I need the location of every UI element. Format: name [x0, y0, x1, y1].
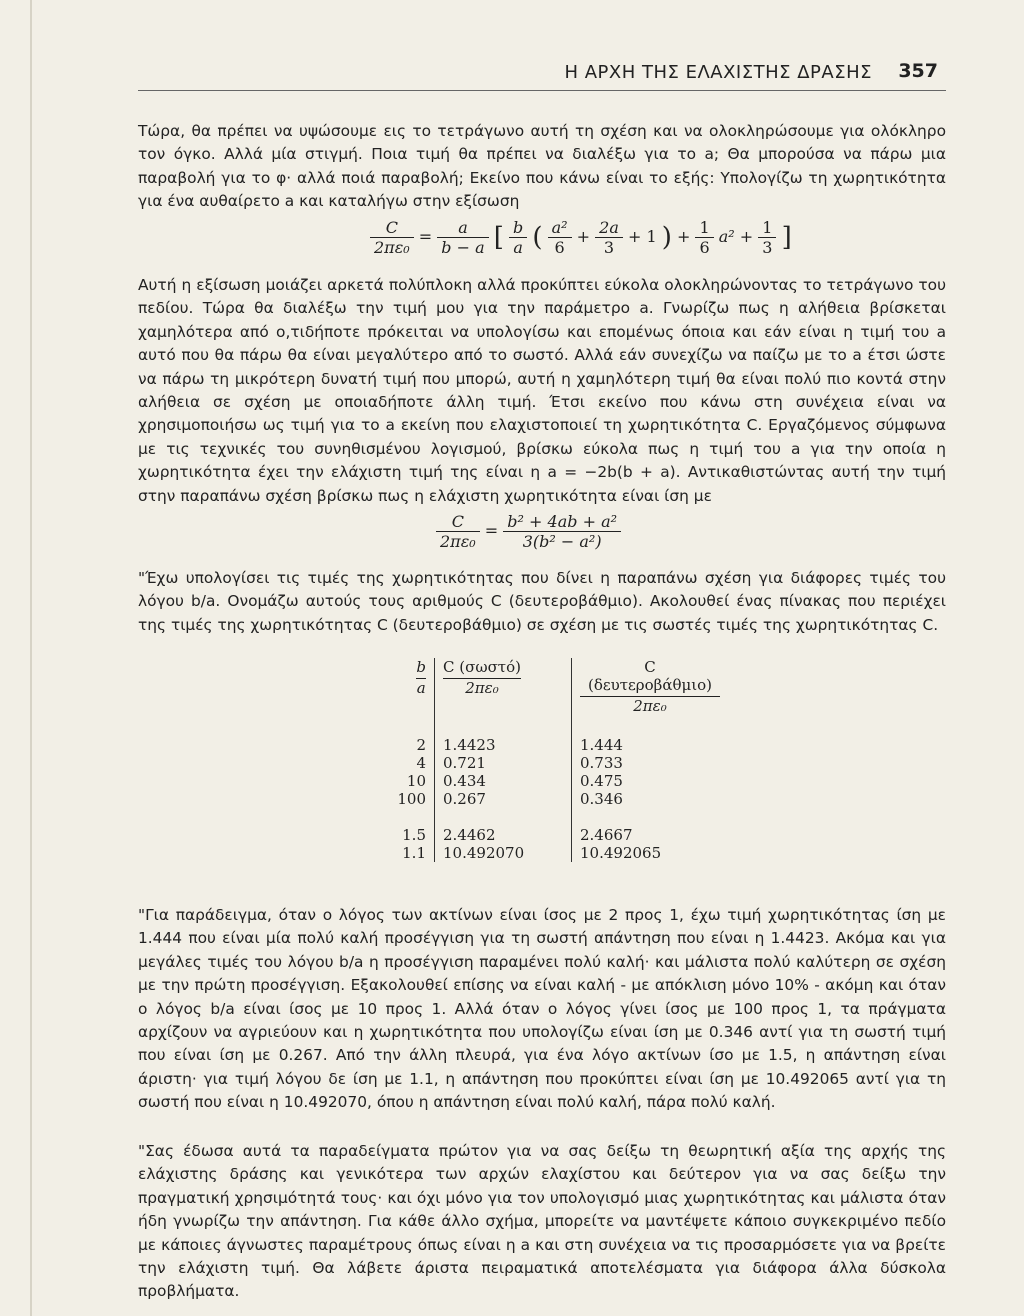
f4-den: 3: [603, 238, 615, 257]
fraction-2a-over-3: [595, 218, 623, 257]
f2-num: b: [509, 218, 527, 238]
fraction-1-over-6: [695, 218, 713, 257]
f3-den: 6: [554, 238, 565, 257]
cell-ratio: 10: [366, 772, 435, 790]
spacer: [435, 808, 572, 826]
f3-num: a²: [548, 218, 572, 238]
plus-sign: +: [739, 227, 754, 246]
cell-ratio: 1.1: [366, 844, 435, 862]
table-row: [366, 826, 728, 844]
table-row: [366, 754, 728, 772]
header-cell-quadratic: [572, 658, 729, 736]
lhs-den: 2πε₀: [374, 238, 410, 257]
paragraph-2: [138, 274, 946, 508]
table-row: [366, 772, 728, 790]
equation-minimum-capacity: [436, 512, 621, 551]
f1-num: a: [437, 218, 488, 238]
rhs-fraction: [503, 512, 621, 551]
rhs-den: 3(b² − a²): [522, 532, 602, 551]
page-edge-shadow: [30, 0, 32, 1316]
cell-exact: 1.4423: [435, 736, 572, 754]
cell-quadratic: 0.475: [580, 772, 623, 790]
capacity-table: [366, 658, 728, 862]
left-bracket: [: [493, 222, 504, 253]
cell-ratio: 1.5: [366, 826, 435, 844]
a-squared: a²: [718, 227, 735, 246]
lhs-fraction: [370, 218, 414, 257]
header-den: 2πε₀: [633, 697, 667, 715]
cell-quadratic: 1.444: [580, 736, 623, 754]
cell-exact: 0.267: [435, 790, 572, 808]
plus-sign: +: [676, 227, 691, 246]
lhs-den: 2πε₀: [440, 532, 476, 551]
cell-ratio: 2: [366, 736, 435, 754]
f5-num: 1: [695, 218, 713, 238]
paragraph-text: Αυτή η εξίσωση μοιάζει αρκετά πολύπλοκη αλλά προκύπτει εύκολα ολοκληρώνοντας το τετράγωνο του πεδίου. Τώρα θα διαλέξω την τιμή μου για την παράμετρο a. Γνωρίζω πως η αλήθεια βρίσκεται χαμηλότερα από ο,τιδήποτε πρόκειται να υπολογίσω και επομένως όποια και εάν είναι η τιμή του a αυτό που θα πάρω θα είναι μεγαλύτερο από το σωστό. Αλλά εάν συνεχίζω να παίζω με το a έτσι ώστε να πάρω τη μικρότερη δυνατή τιμή που μπορώ, αυτή η χαμηλότερη τιμή θα είναι πολύ πιο κοντά στην αλήθεια σε σχέση με οποιαδήποτε άλλη τιμή. Έτσι εκείνο που κάνω στη συνέχεια είναι να χρησιμοποιήσω ως τιμή για το a εκείνη που ελαχιστοποιεί τη χωρητικότητα C. Εργαζόμενος σύμφωνα με τις τεχνικές του συνηθισμένου λογισμού, βρίσκω εύκολα πως η τιμή του a για την οποία η χωρητικότητα έχει την ελάχιστη τιμή της είναι η a = −2b(b + a). Αντικαθιστώντας αυτή την τιμή στην παραπάνω σχέση βρίσκω πως η ελάχιστη χωρητικότητα είναι ίση με: [138, 276, 946, 505]
header-num: C (δευτεροβάθμιο): [580, 658, 720, 697]
right-paren: ): [661, 222, 672, 253]
paragraph-text: "Για παράδειγμα, όταν ο λόγος των ακτίνων είναι ίσος με 2 προς 1, έχω τιμή χωρητικότητας ίση με 1.444 που είναι μία πολύ καλή προσέγγιση για τη σωστή απάντηση που είναι η 1.4423. Ακόμα και για μεγάλες τιμές του λόγου b/a η προσέγγιση παραμένει πολύ καλή· και μάλιστα πολύ καλύτερη σε σχέση με την πρώτη προσέγγιση. Εξακολουθεί επίσης να είναι καλή - με απόκλιση μόνο 10% - ακόμη και όταν ο λόγος b/a είναι ίσος με 10 προς 1. Αλλά όταν ο λόγος γίνει ίσος με 100 προς 1, τα πράγματα αρχίζουν να αγριεύουν και η χωρητικότητα που υπολογίζω είναι ίση με 0.346 αντί για τη σωστή τιμή που είναι ίση με 0.267. Από την άλλη πλευρά, για ένα λόγο ακτίνων ίσο με 1.5, η απάντηση είναι άριστη· για τιμή λόγου δε ίση με 1.1, η απάντηση που προκύπτει είναι ίση με 10.492065 αντί για τη σωστή που είναι η 10.492070, όπου η απάντηση είναι πολύ καλή, πάρα πολύ καλή.: [138, 906, 946, 1112]
cell-exact: 2.4462: [435, 826, 572, 844]
plus-sign: +: [576, 227, 591, 246]
spacer: [366, 808, 435, 826]
paragraph-5: [138, 1140, 946, 1304]
header-cell-ratio: [366, 658, 435, 736]
table-row: [366, 844, 728, 862]
table-spacer-row: [366, 808, 728, 826]
left-paren: (: [532, 222, 543, 253]
spacer: [572, 808, 729, 826]
fraction-1-over-3: [758, 218, 776, 257]
table-header-row: [366, 658, 728, 736]
paragraph-text: Τώρα, θα πρέπει να υψώσουμε εις το τετράγωνο αυτή τη σχέση και να ολοκληρώσουμε για ολόκληρο τον όγκο. Αλλά μία στιγμή. Ποια τιμή θα πρέπει να διαλέξω για το a; Θα μπορούσα να πάρω μια παραβολή για το φ· αλλά ποιά παραβολή; Εκείνο που κάνω είναι το εξής: Υπολογίζω τη χωρητικότητα για ένα αυθαίρετο a και καταλήγω στην εξίσωση: [138, 122, 946, 211]
rhs-num: b² + 4ab + a²: [503, 512, 621, 532]
equals-sign: =: [484, 521, 499, 540]
cell-quadratic: 10.492065: [580, 844, 662, 862]
cell-exact: 10.492070: [435, 844, 572, 862]
fraction-a2-over-6: [548, 218, 572, 257]
plus-one: + 1: [627, 227, 657, 246]
header-num: C (σωστό): [443, 658, 521, 679]
page-number: 357: [898, 60, 938, 82]
paragraph-1: [138, 120, 946, 214]
lhs-num: C: [436, 512, 480, 532]
cell-quadratic: 0.346: [580, 790, 623, 808]
header-num: b: [416, 658, 426, 679]
f6-den: 3: [762, 238, 773, 257]
paragraph-text: "Έχω υπολογίσει τις τιμές της χωρητικότητας που δίνει η παραπάνω σχέση για διάφορες τιμές του λόγου b/a. Ονομάζω αυτούς τους αριθμούς C (δευτεροβάθμιο). Ακολουθεί ένας πίνακας που περιέχει της τιμές της χωρητικότητας C (δευτεροβάθμιο) σε σχέση με τις σωστές τιμές της χωρητικότητας C.: [138, 569, 946, 634]
header-den: 2πε₀: [465, 679, 499, 697]
right-bracket: ]: [781, 222, 792, 253]
fraction-a-over-b-minus-a: [437, 218, 488, 257]
f1-den: b − a: [441, 238, 485, 257]
f6-num: 1: [758, 218, 776, 238]
cell-exact: 0.721: [435, 754, 572, 772]
cell-ratio: 4: [366, 754, 435, 772]
table-row: [366, 736, 728, 754]
cell-quadratic: 0.733: [580, 754, 623, 772]
chapter-title: Η ΑΡΧΗ ΤΗΣ ΕΛΑΧΙΣΤΗΣ ΔΡΑΣΗΣ: [564, 62, 872, 83]
f2-den: a: [513, 238, 523, 257]
paragraph-3: [138, 567, 946, 637]
fraction-b-over-a: [509, 218, 527, 257]
f4-num: 2a: [595, 218, 623, 238]
f5-den: 6: [699, 238, 710, 257]
equals-sign: =: [418, 227, 433, 246]
header-den: a: [416, 679, 426, 697]
paragraph-text: "Σας έδωσα αυτά τα παραδείγματα πρώτον για να σας δείξω τη θεωρητική αξία της αρχής της ελάχιστης δράσης και γενικότερα των αρχών ελαχίστου και δεύτερον για να σας δείξω την πραγματική χρησιμότητά τους· και όχι μόνο για τον υπολογισμό μιας χωρητικότητας και μάλιστα όταν ήδη γνωρίζω την απάντηση. Για κάθε άλλο σχήμα, μπορείτε να μαντέψετε κάποιο συγκεκριμένο πεδίο με κάποιες άγνωστες παραμέτρους όπως είναι η a και στη συνέχεια να τις προσαρμόσετε για να βρείτε την ελάχιστη τιμή. Θα λάβετε άριστα πειραματικά αποτελέσματα για διάφορα άλλα δύσκολα προβλήματα.: [138, 1142, 946, 1301]
running-header: [138, 60, 946, 91]
cell-exact: 0.434: [435, 772, 572, 790]
table-row: [366, 790, 728, 808]
lhs-num: C: [370, 218, 414, 238]
equation-capacity-general: [370, 218, 792, 257]
paragraph-4: [138, 904, 946, 1115]
cell-ratio: 100: [366, 790, 435, 808]
lhs-fraction: [436, 512, 480, 551]
cell-quadratic: 2.4667: [580, 826, 633, 844]
header-cell-exact: [435, 658, 572, 736]
